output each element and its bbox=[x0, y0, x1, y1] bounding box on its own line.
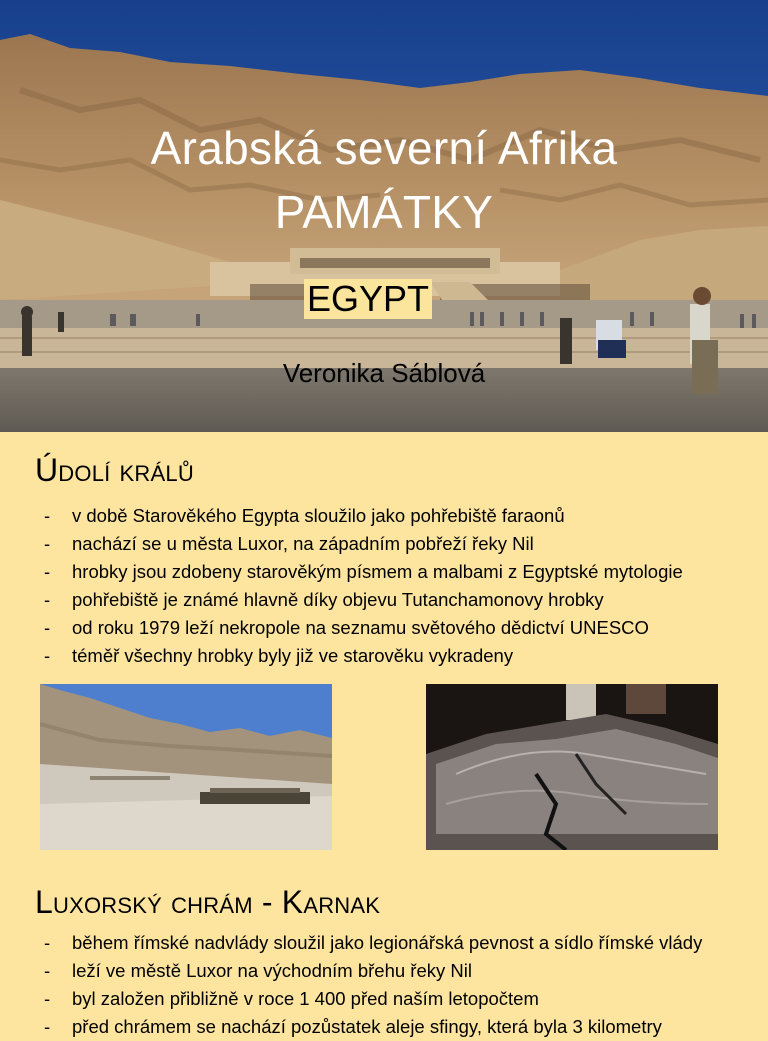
bullet-text: pohřebiště je známé hlavně díky objevu Tutanchamonovy hrobky bbox=[72, 589, 604, 610]
bullet-dash: - bbox=[44, 645, 51, 666]
bullet-text: byl založen přibližně v roce 1 400 před naším letopočtem bbox=[72, 988, 539, 1009]
list-item bbox=[0, 1013, 768, 1041]
bullet-dash: - bbox=[44, 1016, 51, 1037]
bullet-text: během římské nadvlády sloužil jako legionářská pevnost a sídlo římské vlády bbox=[72, 932, 703, 953]
list-item bbox=[0, 957, 768, 985]
bullet-text: před chrámem se nachází pozůstatek aleje sfingy, která byla 3 kilometry bbox=[72, 1016, 662, 1037]
tomb-model-photo bbox=[426, 684, 718, 850]
bullet-dash: - bbox=[44, 988, 51, 1009]
valley-landscape-photo bbox=[40, 684, 332, 850]
list-item bbox=[0, 929, 768, 957]
bullet-text: leží ve městě Luxor na východním břehu řeky Nil bbox=[72, 960, 472, 981]
bullet-text: v době Starověkého Egypta sloužilo jako pohřebiště faraonů bbox=[72, 505, 565, 526]
list-item bbox=[0, 502, 768, 530]
bullet-dash: - bbox=[44, 932, 51, 953]
list-item bbox=[0, 558, 768, 586]
list-item bbox=[0, 586, 768, 614]
valley-of-kings-bullets bbox=[0, 502, 768, 670]
country-label: EGYPT bbox=[304, 279, 432, 319]
author-name: Veronika Sáblová bbox=[282, 358, 486, 388]
list-item bbox=[0, 614, 768, 642]
bullet-dash: - bbox=[44, 960, 51, 981]
bullet-dash: - bbox=[44, 617, 51, 638]
bullet-dash: - bbox=[44, 505, 51, 526]
list-item bbox=[0, 642, 768, 670]
bullet-dash: - bbox=[44, 561, 51, 582]
bullet-text: od roku 1979 leží nekropole na seznamu světového dědictví UNESCO bbox=[72, 617, 649, 638]
bullet-dash: - bbox=[44, 533, 51, 554]
list-item bbox=[0, 985, 768, 1013]
luxor-temple-bullets bbox=[0, 929, 768, 1041]
bullet-text: nachází se u města Luxor, na západním pobřeží řeky Nil bbox=[72, 533, 534, 554]
bullet-text: téměř všechny hrobky byly již ve starověku vykradeny bbox=[72, 645, 514, 666]
bullet-text: hrobky jsou zdobeny starověkým písmem a malbami z Egyptské mytologie bbox=[72, 561, 683, 582]
list-item bbox=[0, 530, 768, 558]
presentation-subtitle-monuments: PAMÁTKY bbox=[274, 186, 494, 238]
bullet-dash: - bbox=[44, 589, 51, 610]
hero-photo bbox=[0, 0, 768, 432]
section-heading-luxor-temple: Luxorský chrám - Karnak bbox=[35, 884, 381, 920]
section-heading-valley-of-kings: Údolí králů bbox=[35, 452, 194, 488]
presentation-title: Arabská severní Afrika bbox=[150, 122, 618, 174]
